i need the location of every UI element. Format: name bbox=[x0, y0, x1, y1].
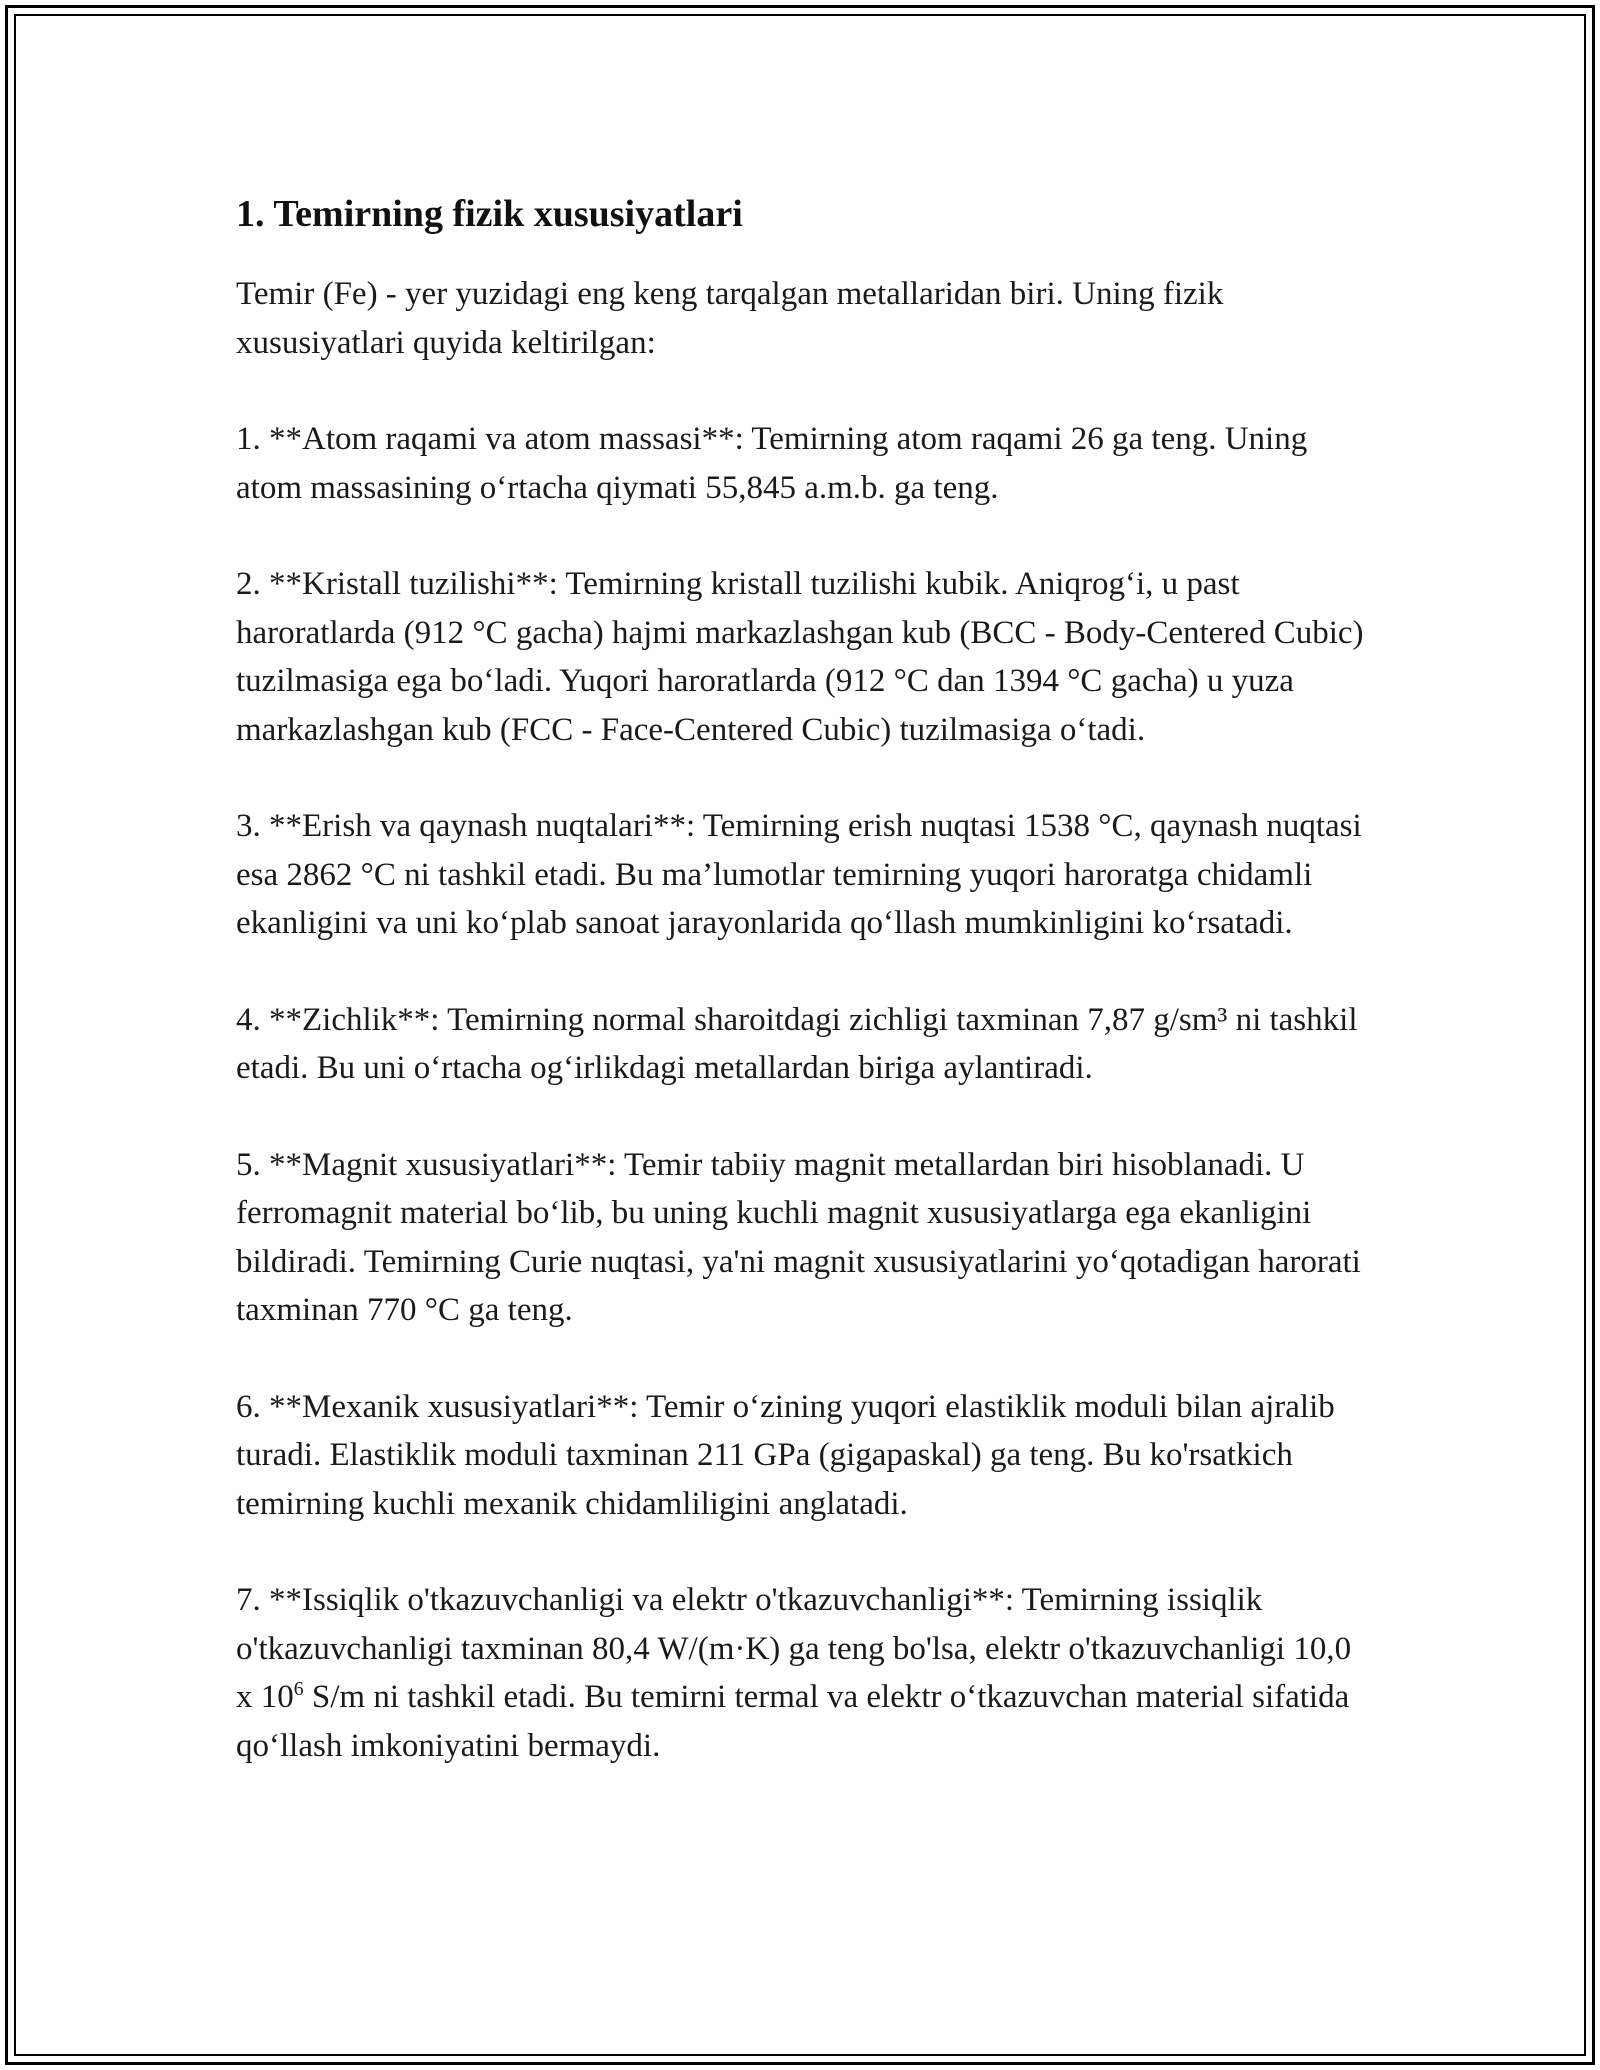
conductivity-text-start: 7. **Issiqlik o'tkazuvchanligi va elektr o'tkazuvchanligi**: Temirning issiqlik o'tkazuvchanligi taxminan 80,4 W/(m·K) ga teng bo'lsa, elektr o'tkazuvchanligi 10,0 x 10 bbox=[236, 1582, 1352, 1715]
property-atomic-number: 1. **Atom raqami va atom massasi**: Temirning atom raqami 26 ga teng. Uning atom massasining o‘rtacha qiymati 55,845 a.m.b. ga teng. bbox=[236, 421, 1308, 506]
property-density: 4. **Zichlik**: Temirning normal sharoitdagi zichligi taxminan 7,87 g/sm³ ni tashkil etadi. Bu uni o‘rtacha og‘irlikdagi metallardan biriga aylantiradi. bbox=[236, 1001, 1358, 1086]
property-melting-boiling: 3. **Erish va qaynash nuqtalari**: Temirning erish nuqtasi 1538 °C, qaynash nuqtasi esa 2862 °C ni tashkil etadi. Bu ma’lumotlar temirning yuqori haroratga chidamli ekanligini va uni ko‘plab sanoat jarayonlarida qo‘llash mumkinligini ko‘rsatadi. bbox=[236, 808, 1362, 941]
document-body bbox=[236, 186, 1366, 1818]
property-crystal-structure: 2. **Kristall tuzilishi**: Temirning kristall tuzilishi kubik. Aniqrog‘i, u past haroratlarda (912 °C gacha) hajmi markazlashgan kub (BCC - Body-Centered Cubic) tuzilmasiga ega bo‘ladi. Yuqori haroratlarda (912 °C dan 1394 °C gacha) u yuza markazlashgan kub (FCC - Face-Centered Cubic) tuzilmasiga o‘tadi. bbox=[236, 566, 1364, 748]
section-heading: 1. Temirning fizik xususiyatlari bbox=[236, 193, 743, 235]
exponent-superscript: 6 bbox=[293, 1678, 304, 1700]
conductivity-text-end: S/m ni tashkil etadi. Bu temirni termal va elektr o‘tkazuvchan material sifatida qo‘llash imkoniyatini bermaydi. bbox=[236, 1679, 1350, 1764]
intro-paragraph: Temir (Fe) - yer yuzidagi eng keng tarqalgan metallaridan biri. Uning fizik xususiyatlari quyida keltirilgan: bbox=[236, 276, 1224, 361]
property-mechanical: 6. **Mexanik xususiyatlari**: Temir o‘zining yuqori elastiklik moduli bilan ajralib turadi. Elastiklik moduli taxminan 211 GPa (gigapaskal) ga teng. Bu ko'rsatkich temirning kuchli mexanik chidamliligini anglatadi. bbox=[236, 1388, 1335, 1522]
property-magnetic: 5. **Magnit xususiyatlari**: Temir tabiiy magnit metallardan biri hisoblanadi. U ferromagnit material bo‘lib, bu uning kuchli magnit xususiyatlarga ega ekanligini bildiradi. Temirning Curie nuqtasi, ya'ni magnit xususiyatlarini yo‘qotadigan harorati taxminan 770 °C ga teng. bbox=[236, 1146, 1361, 1328]
property-conductivity bbox=[236, 1576, 1366, 1770]
